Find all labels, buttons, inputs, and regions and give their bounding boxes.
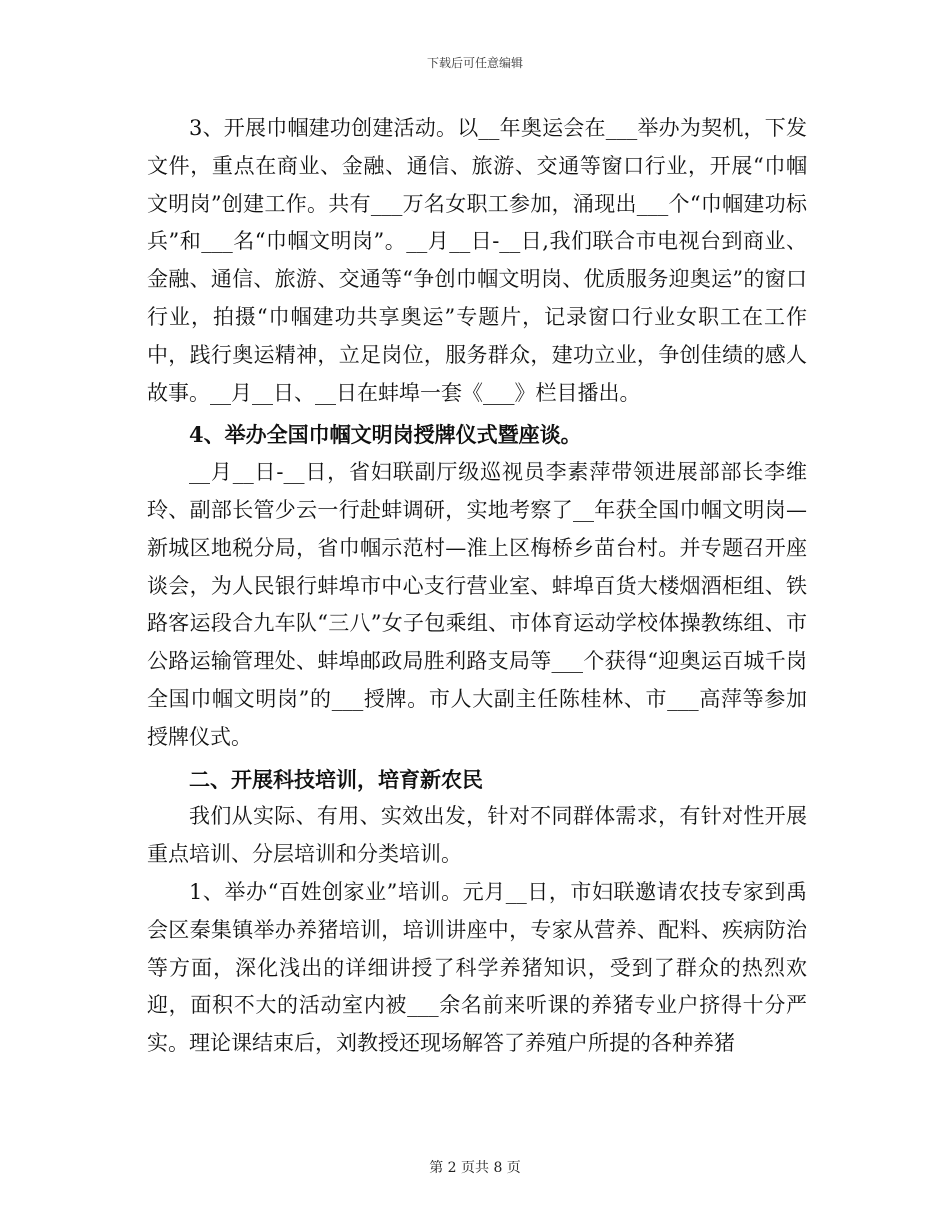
paragraph-training-1: 1、举办“百姓创家业”培训。元月__日，市妇联邀请农技专家到禹会区秦集镇举办养猪培训，培训讲座中，专家从营养、配料、疾病防治等方面，深化浅出的详细讲授了科学养猪知识，受到了群众的热烈欢迎，面积不大的活动室内被___余名前来听课的养猪专业户挤得十分严实。理论课结束后，刘教授还现场解答了养殖户所提的各种养猪: [147, 879, 807, 1056]
heading-section-4: 4、举办全国巾帼文明岗授牌仪式暨座谈。: [189, 422, 582, 448]
paragraph-part-2-intro: 我们从实际、有用、实效出发，针对不同群体需求，有针对性开展重点培训、分层培训和分类培训。: [147, 804, 807, 867]
paragraph-section-3: 3、开展巾帼建功创建活动。以__年奥运会在___举办为契机，下发文件，重点在商业、金融、通信、旅游、交通等窗口行业，开展“巾帼文明岗”创建工作。共有___万名女职工参加，涌现出___个“巾帼建功标兵”和___名“巾帼文明岗”。__月__日-__日,我们联合市电视台到商业、金融、通信、旅游、交通等“争创巾帼文明岗、优质服务迎奥运”的窗口行业，拍摄“巾帼建功共享奥运”专题片，记录窗口行业女职工在工作中，践行奥运精神，立足岗位，服务群众，建功立业，争创佳绩的感人故事。__月__日、__日在蚌埠一套《___》栏目播出。: [147, 116, 807, 405]
heading-part-2: 二、开展科技培训，培育新农民: [189, 766, 483, 792]
document-body: [147, 110, 807, 1063]
paragraph-section-4: __月__日-__日，省妇联副厅级巡视员李素萍带领进展部部长李维玲、副部长管少云一行赴蚌调研，实地考察了__年获全国巾帼文明岗—新城区地税分局，省巾帼示范村—淮上区梅桥乡苗台村。并专题召开座谈会，为人民银行蚌埠市中心支行营业室、蚌埠百货大楼烟酒柜组、铁路客运段合九车队“三八”女子包乘组、市体育运动学校体操教练组、市公路运输管理处、蚌埠邮政局胜利路支局等___个获得“迎奥运百城千岗全国巾帼文明岗”的___授牌。市人大副主任陈桂林、市___高萍等参加授牌仪式。: [147, 460, 807, 749]
page-footer: 第 2 页共 8 页: [429, 1160, 521, 1176]
page-header: 下载后可任意编辑: [426, 56, 523, 70]
